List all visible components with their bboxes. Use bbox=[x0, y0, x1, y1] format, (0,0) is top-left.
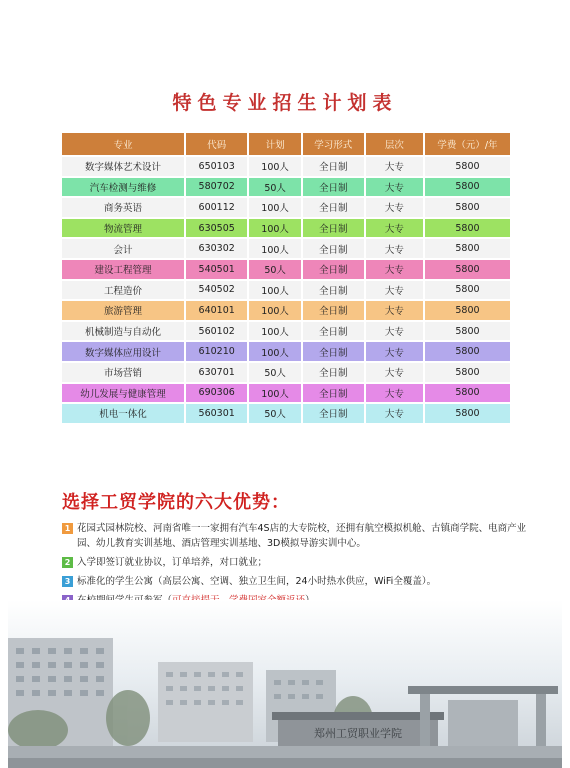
cell-level: 大专 bbox=[366, 363, 423, 382]
table-body bbox=[62, 157, 510, 423]
cell-tuition: 5800 bbox=[425, 219, 510, 238]
cell-study-form: 全日制 bbox=[303, 322, 364, 341]
cell-level: 大专 bbox=[366, 404, 423, 423]
cell-major: 机电一体化 bbox=[62, 404, 184, 423]
cell-quota: 100人 bbox=[249, 322, 300, 341]
cell-quota: 100人 bbox=[249, 301, 300, 320]
advantages-title: 选择工贸学院的六大优势： bbox=[62, 492, 290, 513]
cell-code: 540501 bbox=[186, 260, 248, 279]
cell-tuition: 5800 bbox=[425, 239, 510, 258]
cell-major: 数字媒体艺术设计 bbox=[62, 157, 184, 176]
cell-level: 大专 bbox=[366, 281, 423, 300]
cell-level: 大专 bbox=[366, 157, 423, 176]
cell-code: 630302 bbox=[186, 239, 248, 258]
cell-quota: 100人 bbox=[249, 281, 300, 300]
cell-tuition: 5800 bbox=[425, 363, 510, 382]
cell-quota: 50人 bbox=[249, 404, 300, 423]
table-row bbox=[62, 239, 510, 258]
advantage-text: 标准化的学生公寓（高层公寓、空调、独立卫生间，24小时热水供应，WiFi全覆盖）。 bbox=[77, 576, 437, 587]
cell-study-form: 全日制 bbox=[303, 219, 364, 238]
table-row bbox=[62, 363, 510, 382]
cell-code: 560301 bbox=[186, 404, 248, 423]
cell-study-form: 全日制 bbox=[303, 157, 364, 176]
table-row bbox=[62, 198, 510, 217]
cell-major: 旅游管理 bbox=[62, 301, 184, 320]
cell-tuition: 5800 bbox=[425, 404, 510, 423]
cell-quota: 100人 bbox=[249, 384, 300, 403]
cell-level: 大专 bbox=[366, 198, 423, 217]
cell-major: 幼儿发展与健康管理 bbox=[62, 384, 184, 403]
advantage-number-badge: 3 bbox=[62, 576, 73, 587]
cell-tuition: 5800 bbox=[425, 260, 510, 279]
table-row bbox=[62, 260, 510, 279]
cell-quota: 50人 bbox=[249, 178, 300, 197]
cell-quota: 100人 bbox=[249, 219, 300, 238]
cell-quota: 100人 bbox=[249, 239, 300, 258]
cell-level: 大专 bbox=[366, 384, 423, 403]
header-study-form: 学习形式 bbox=[303, 133, 364, 155]
table-row bbox=[62, 384, 510, 403]
advantage-number-badge: 1 bbox=[62, 523, 73, 534]
cell-code: 690306 bbox=[186, 384, 248, 403]
campus-photo bbox=[8, 600, 562, 768]
header-major: 专业 bbox=[62, 133, 184, 155]
enrollment-plan-table bbox=[60, 131, 512, 425]
cell-tuition: 5800 bbox=[425, 384, 510, 403]
cell-code: 540502 bbox=[186, 281, 248, 300]
table-row bbox=[62, 157, 510, 176]
cell-code: 640101 bbox=[186, 301, 248, 320]
cell-tuition: 5800 bbox=[425, 342, 510, 361]
header-code: 代码 bbox=[186, 133, 248, 155]
cell-quota: 100人 bbox=[249, 157, 300, 176]
cell-study-form: 全日制 bbox=[303, 281, 364, 300]
header-tuition: 学费（元）/年 bbox=[425, 133, 510, 155]
table-row bbox=[62, 322, 510, 341]
advantage-text: 入学即签订就业协议，订单培养，对口就业； bbox=[77, 557, 268, 568]
cell-major: 建设工程管理 bbox=[62, 260, 184, 279]
cell-study-form: 全日制 bbox=[303, 239, 364, 258]
table-row bbox=[62, 404, 510, 423]
cell-code: 600112 bbox=[186, 198, 248, 217]
cell-major: 商务英语 bbox=[62, 198, 184, 217]
cell-code: 610210 bbox=[186, 342, 248, 361]
cell-major: 机械制造与自动化 bbox=[62, 322, 184, 341]
cell-level: 大专 bbox=[366, 219, 423, 238]
header-quota: 计划 bbox=[249, 133, 300, 155]
page-title: 特色专业招生计划表 bbox=[172, 92, 398, 114]
table-row bbox=[62, 281, 510, 300]
table-row bbox=[62, 219, 510, 238]
cell-quota: 100人 bbox=[249, 342, 300, 361]
cell-tuition: 5800 bbox=[425, 301, 510, 320]
cell-quota: 50人 bbox=[249, 363, 300, 382]
cell-tuition: 5800 bbox=[425, 178, 510, 197]
advantage-number-badge: 2 bbox=[62, 557, 73, 568]
cell-major: 物流管理 bbox=[62, 219, 184, 238]
cell-major: 汽车检测与维修 bbox=[62, 178, 184, 197]
cell-study-form: 全日制 bbox=[303, 178, 364, 197]
cell-study-form: 全日制 bbox=[303, 404, 364, 423]
campus-sign: 郑州工贸职业学院 bbox=[314, 727, 402, 740]
cell-tuition: 5800 bbox=[425, 198, 510, 217]
header-level: 层次 bbox=[366, 133, 423, 155]
cell-code: 650103 bbox=[186, 157, 248, 176]
cell-level: 大专 bbox=[366, 260, 423, 279]
advantage-item bbox=[62, 574, 542, 589]
cell-study-form: 全日制 bbox=[303, 301, 364, 320]
cell-level: 大专 bbox=[366, 342, 423, 361]
cell-quota: 100人 bbox=[249, 198, 300, 217]
table-row bbox=[62, 178, 510, 197]
table-row bbox=[62, 301, 510, 320]
cell-study-form: 全日制 bbox=[303, 260, 364, 279]
cell-code: 630505 bbox=[186, 219, 248, 238]
cell-major: 会计 bbox=[62, 239, 184, 258]
table-header-row bbox=[62, 133, 510, 155]
cell-major: 市场营销 bbox=[62, 363, 184, 382]
cell-tuition: 5800 bbox=[425, 281, 510, 300]
table-row bbox=[62, 342, 510, 361]
cell-code: 630701 bbox=[186, 363, 248, 382]
cell-major: 工程造价 bbox=[62, 281, 184, 300]
cell-quota: 50人 bbox=[249, 260, 300, 279]
advantage-item bbox=[62, 555, 542, 570]
cell-level: 大专 bbox=[366, 322, 423, 341]
cell-study-form: 全日制 bbox=[303, 384, 364, 403]
cell-tuition: 5800 bbox=[425, 157, 510, 176]
cell-level: 大专 bbox=[366, 301, 423, 320]
cell-study-form: 全日制 bbox=[303, 342, 364, 361]
cell-tuition: 5800 bbox=[425, 322, 510, 341]
cell-study-form: 全日制 bbox=[303, 198, 364, 217]
cell-level: 大专 bbox=[366, 239, 423, 258]
cell-code: 580702 bbox=[186, 178, 248, 197]
cell-level: 大专 bbox=[366, 178, 423, 197]
advantage-item bbox=[62, 521, 542, 551]
advantage-text: 花园式园林院校、河南省唯一一家拥有汽车4S店的大专院校，还拥有航空模拟机舱、古镇商学院、电商产业园、幼儿教育实训基地、酒店管理实训基地、3D模拟导游实训中心。 bbox=[77, 523, 527, 549]
cell-study-form: 全日制 bbox=[303, 363, 364, 382]
cell-code: 560102 bbox=[186, 322, 248, 341]
cell-major: 数字媒体应用设计 bbox=[62, 342, 184, 361]
